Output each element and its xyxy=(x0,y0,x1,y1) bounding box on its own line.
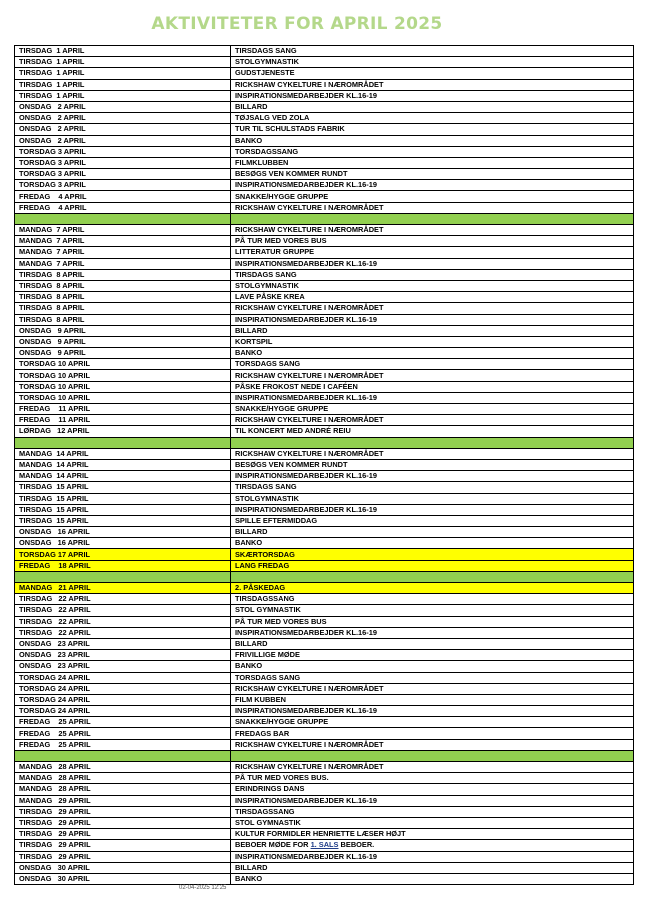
date-cell: MANDAG 7 APRIL xyxy=(15,225,231,236)
date-cell: ONSDAG 2 APRIL xyxy=(15,135,231,146)
date-cell: MANDAG 7 APRIL xyxy=(15,236,231,247)
table-row xyxy=(15,594,634,605)
activity-cell: RICKSHAW CYKELTURE I NÆROMRÅDET xyxy=(231,225,634,236)
table-row xyxy=(15,146,634,157)
activity-cell: STOLGYMNASTIK xyxy=(231,493,634,504)
activity-cell: PÅSKE FROKOST NEDE I CAFÉEN xyxy=(231,381,634,392)
activity-cell: PÅ TUR MED VORES BUS xyxy=(231,616,634,627)
date-cell: FREDAG 11 APRIL xyxy=(15,404,231,415)
activity-cell: TORSDAGS SANG xyxy=(231,359,634,370)
activity-cell: BANKO xyxy=(231,873,634,884)
table-row xyxy=(15,269,634,280)
activity-cell: TIRSDAGS SANG xyxy=(231,46,634,57)
activity-cell: SKÆRTORSDAG xyxy=(231,549,634,560)
date-cell: TIRSDAG 8 APRIL xyxy=(15,314,231,325)
date-cell: ONSDAG 16 APRIL xyxy=(15,527,231,538)
table-row xyxy=(15,583,634,594)
week-separator-row xyxy=(15,437,634,448)
activity-cell: RICKSHAW CYKELTURE I NÆROMRÅDET xyxy=(231,303,634,314)
activity-cell: RICKSHAW CYKELTURE I NÆROMRÅDET xyxy=(231,79,634,90)
date-cell: TIRSDAG 1 APRIL xyxy=(15,79,231,90)
activity-cell: TIL KONCERT MED ANDRÉ REIU xyxy=(231,426,634,437)
table-row xyxy=(15,135,634,146)
activity-cell: GUDSTJENESTE xyxy=(231,68,634,79)
table-row xyxy=(15,370,634,381)
date-cell: TIRSDAG 22 APRIL xyxy=(15,627,231,638)
activity-cell: KORTSPIL xyxy=(231,336,634,347)
activity-cell: INSPIRATIONSMEDARBEJDER KL.16-19 xyxy=(231,706,634,717)
activity-cell xyxy=(231,437,634,448)
activity-cell xyxy=(231,213,634,224)
date-cell: FREDAG 25 APRIL xyxy=(15,717,231,728)
table-row xyxy=(15,459,634,470)
activity-cell: SNAKKE/HYGGE GRUPPE xyxy=(231,717,634,728)
date-cell: FREDAG 18 APRIL xyxy=(15,560,231,571)
date-cell: TIRSDAG 29 APRIL xyxy=(15,829,231,840)
table-row xyxy=(15,638,634,649)
table-row xyxy=(15,314,634,325)
table-row xyxy=(15,348,634,359)
date-cell xyxy=(15,571,231,582)
table-row xyxy=(15,650,634,661)
table-row xyxy=(15,415,634,426)
table-row xyxy=(15,493,634,504)
table-row xyxy=(15,840,634,851)
date-cell: ONSDAG 9 APRIL xyxy=(15,336,231,347)
activity-cell: STOL GYMNASTIK xyxy=(231,605,634,616)
date-cell: FREDAG 25 APRIL xyxy=(15,728,231,739)
activity-table xyxy=(14,45,634,885)
activity-cell: BANKO xyxy=(231,348,634,359)
date-cell: TORSDAG 17 APRIL xyxy=(15,549,231,560)
table-row xyxy=(15,706,634,717)
activity-cell: INSPIRATIONSMEDARBEJDER KL.16-19 xyxy=(231,504,634,515)
activity-cell: INSPIRATIONSMEDARBEJDER KL.16-19 xyxy=(231,392,634,403)
date-cell: ONSDAG 23 APRIL xyxy=(15,650,231,661)
date-cell: MANDAG 21 APRIL xyxy=(15,583,231,594)
activity-cell: LAVE PÅSKE KREA xyxy=(231,292,634,303)
activity-cell: INSPIRATIONSMEDARBEJDER KL.16-19 xyxy=(231,795,634,806)
date-cell: MANDAG 7 APRIL xyxy=(15,247,231,258)
table-row xyxy=(15,538,634,549)
table-row xyxy=(15,851,634,862)
table-row xyxy=(15,627,634,638)
activity-cell: TIRSDAGSSANG xyxy=(231,594,634,605)
table-row xyxy=(15,113,634,124)
date-cell: TORSDAG 10 APRIL xyxy=(15,381,231,392)
activity-cell: SPILLE EFTERMIDDAG xyxy=(231,515,634,526)
date-cell: TIRSDAG 15 APRIL xyxy=(15,515,231,526)
activity-cell: BILLARD xyxy=(231,527,634,538)
table-row xyxy=(15,247,634,258)
date-cell: ONSDAG 16 APRIL xyxy=(15,538,231,549)
table-row xyxy=(15,258,634,269)
activity-cell: RICKSHAW CYKELTURE I NÆROMRÅDET xyxy=(231,683,634,694)
date-cell: TIRSDAG 1 APRIL xyxy=(15,46,231,57)
table-row xyxy=(15,549,634,560)
activity-cell: BANKO xyxy=(231,538,634,549)
table-row xyxy=(15,683,634,694)
table-row xyxy=(15,762,634,773)
date-cell: TORSDAG 24 APRIL xyxy=(15,694,231,705)
date-cell: MANDAG 14 APRIL xyxy=(15,459,231,470)
activity-cell: RICKSHAW CYKELTURE I NÆROMRÅDET xyxy=(231,739,634,750)
date-cell: TORSDAG 3 APRIL xyxy=(15,169,231,180)
table-row xyxy=(15,280,634,291)
table-row xyxy=(15,79,634,90)
table-row xyxy=(15,661,634,672)
date-cell: TIRSDAG 29 APRIL xyxy=(15,851,231,862)
activity-cell: BESØGS VEN KOMMER RUNDT xyxy=(231,169,634,180)
table-row xyxy=(15,359,634,370)
table-row xyxy=(15,773,634,784)
date-cell: FREDAG 25 APRIL xyxy=(15,739,231,750)
activity-cell xyxy=(231,571,634,582)
date-cell: MANDAG 14 APRIL xyxy=(15,471,231,482)
table-row xyxy=(15,482,634,493)
table-row xyxy=(15,180,634,191)
table-row xyxy=(15,336,634,347)
table-row xyxy=(15,515,634,526)
activity-cell: SNAKKE/HYGGE GRUPPE xyxy=(231,404,634,415)
activity-cell: INSPIRATIONSMEDARBEJDER KL.16-19 xyxy=(231,258,634,269)
date-cell: MANDAG 7 APRIL xyxy=(15,258,231,269)
table-row xyxy=(15,292,634,303)
date-cell: ONSDAG 9 APRIL xyxy=(15,325,231,336)
table-row xyxy=(15,57,634,68)
activity-cell: INSPIRATIONSMEDARBEJDER KL.16-19 xyxy=(231,471,634,482)
date-cell: ONSDAG 30 APRIL xyxy=(15,862,231,873)
activity-cell: RICKSHAW CYKELTURE I NÆROMRÅDET xyxy=(231,762,634,773)
date-cell: TIRSDAG 15 APRIL xyxy=(15,493,231,504)
date-cell: LØRDAG 12 APRIL xyxy=(15,426,231,437)
date-cell: ONSDAG 9 APRIL xyxy=(15,348,231,359)
table-row xyxy=(15,225,634,236)
table-row xyxy=(15,605,634,616)
date-cell: MANDAG 14 APRIL xyxy=(15,448,231,459)
date-cell: TIRSDAG 8 APRIL xyxy=(15,280,231,291)
table-row xyxy=(15,448,634,459)
table-row xyxy=(15,191,634,202)
table-row xyxy=(15,392,634,403)
activity-cell: PÅ TUR MED VORES BUS xyxy=(231,236,634,247)
table-row xyxy=(15,784,634,795)
date-cell: FREDAG 11 APRIL xyxy=(15,415,231,426)
week-separator-row xyxy=(15,213,634,224)
activity-cell: TORSDAGSSANG xyxy=(231,146,634,157)
activity-cell: RICKSHAW CYKELTURE I NÆROMRÅDET xyxy=(231,370,634,381)
table-row xyxy=(15,90,634,101)
table-row xyxy=(15,426,634,437)
activity-cell: BILLARD xyxy=(231,325,634,336)
table-row xyxy=(15,739,634,750)
week-separator-row xyxy=(15,571,634,582)
table-row xyxy=(15,325,634,336)
activity-cell: 2. PÅSKEDAG xyxy=(231,583,634,594)
activity-cell: TIRSDAGS SANG xyxy=(231,269,634,280)
print-timestamp: 02-04-2025 12:25 xyxy=(179,885,227,891)
table-row xyxy=(15,817,634,828)
underlined-text: 1. SALS xyxy=(310,840,339,850)
date-cell: TORSDAG 24 APRIL xyxy=(15,683,231,694)
date-cell: ONSDAG 23 APRIL xyxy=(15,661,231,672)
table-row xyxy=(15,404,634,415)
date-cell xyxy=(15,213,231,224)
activity-text: BEBOER MØDE FOR xyxy=(235,840,311,850)
date-cell: TORSDAG 3 APRIL xyxy=(15,157,231,168)
table-row xyxy=(15,728,634,739)
activity-cell: INSPIRATIONSMEDARBEJDER KL.16-19 xyxy=(231,627,634,638)
date-cell: TIRSDAG 8 APRIL xyxy=(15,292,231,303)
activity-cell: FILM KUBBEN xyxy=(231,694,634,705)
date-cell: TIRSDAG 8 APRIL xyxy=(15,303,231,314)
date-cell: FREDAG 4 APRIL xyxy=(15,202,231,213)
date-cell: TORSDAG 3 APRIL xyxy=(15,146,231,157)
activity-cell: STOLGYMNASTIK xyxy=(231,280,634,291)
activity-cell: TØJSALG VED ZOLA xyxy=(231,113,634,124)
date-cell: TIRSDAG 1 APRIL xyxy=(15,90,231,101)
date-cell: MANDAG 28 APRIL xyxy=(15,762,231,773)
date-cell: TIRSDAG 29 APRIL xyxy=(15,806,231,817)
date-cell: TIRSDAG 29 APRIL xyxy=(15,817,231,828)
table-row xyxy=(15,236,634,247)
table-row xyxy=(15,46,634,57)
activity-cell: STOLGYMNASTIK xyxy=(231,57,634,68)
activity-cell: BILLARD xyxy=(231,101,634,112)
date-cell: TIRSDAG 22 APRIL xyxy=(15,594,231,605)
table-row xyxy=(15,527,634,538)
date-cell: TORSDAG 24 APRIL xyxy=(15,672,231,683)
activity-cell xyxy=(231,750,634,761)
activity-cell: KULTUR FORMIDLER HENRIETTE LÆSER HØJT xyxy=(231,829,634,840)
date-cell: ONSDAG 23 APRIL xyxy=(15,638,231,649)
activity-cell: INSPIRATIONSMEDARBEJDER KL.16-19 xyxy=(231,314,634,325)
date-cell: TORSDAG 10 APRIL xyxy=(15,370,231,381)
activity-cell: FRIVILLIGE MØDE xyxy=(231,650,634,661)
activity-table-body xyxy=(15,46,634,885)
table-row xyxy=(15,504,634,515)
date-cell: ONSDAG 2 APRIL xyxy=(15,113,231,124)
date-cell: MANDAG 29 APRIL xyxy=(15,795,231,806)
week-separator-row xyxy=(15,750,634,761)
table-row xyxy=(15,157,634,168)
activity-cell: PÅ TUR MED VORES BUS. xyxy=(231,773,634,784)
activity-cell: STOL GYMNASTIK xyxy=(231,817,634,828)
date-cell: TIRSDAG 15 APRIL xyxy=(15,504,231,515)
table-row xyxy=(15,672,634,683)
date-cell: TIRSDAG 1 APRIL xyxy=(15,57,231,68)
table-row xyxy=(15,873,634,884)
table-row xyxy=(15,169,634,180)
activity-cell: RICKSHAW CYKELTURE I NÆROMRÅDET xyxy=(231,448,634,459)
activity-cell: TIRSDAGSSANG xyxy=(231,806,634,817)
date-cell: TIRSDAG 8 APRIL xyxy=(15,269,231,280)
table-row xyxy=(15,560,634,571)
activity-cell: RICKSHAW CYKELTURE I NÆROMRÅDET xyxy=(231,202,634,213)
activity-cell: INSPIRATIONSMEDARBEJDER KL.16-19 xyxy=(231,180,634,191)
date-cell: ONSDAG 2 APRIL xyxy=(15,101,231,112)
table-row xyxy=(15,381,634,392)
activity-cell xyxy=(231,840,634,851)
table-row xyxy=(15,471,634,482)
page-title: AKTIVITETER FOR APRIL 2025 xyxy=(151,14,443,34)
activity-cell: BANKO xyxy=(231,135,634,146)
date-cell: TIRSDAG 22 APRIL xyxy=(15,605,231,616)
activity-cell: BESØGS VEN KOMMER RUNDT xyxy=(231,459,634,470)
activity-cell: LITTERATUR GRUPPE xyxy=(231,247,634,258)
activity-cell: LANG FREDAG xyxy=(231,560,634,571)
activity-cell: TIRSDAGS SANG xyxy=(231,482,634,493)
activity-cell: BILLARD xyxy=(231,638,634,649)
table-row xyxy=(15,68,634,79)
date-cell xyxy=(15,750,231,761)
date-cell xyxy=(15,437,231,448)
date-cell: TORSDAG 10 APRIL xyxy=(15,359,231,370)
date-cell: MANDAG 28 APRIL xyxy=(15,784,231,795)
activity-text-after: BEBOER. xyxy=(338,840,375,850)
date-cell: TORSDAG 3 APRIL xyxy=(15,180,231,191)
activity-cell: INSPIRATIONSMEDARBEJDER KL.16-19 xyxy=(231,90,634,101)
table-row xyxy=(15,101,634,112)
table-row xyxy=(15,806,634,817)
activity-cell: ERINDRINGS DANS xyxy=(231,784,634,795)
activity-cell: INSPIRATIONSMEDARBEJDER KL.16-19 xyxy=(231,851,634,862)
date-cell: MANDAG 28 APRIL xyxy=(15,773,231,784)
date-cell: TIRSDAG 1 APRIL xyxy=(15,68,231,79)
table-row xyxy=(15,124,634,135)
table-row xyxy=(15,862,634,873)
activity-cell: RICKSHAW CYKELTURE I NÆROMRÅDET xyxy=(231,415,634,426)
date-cell: ONSDAG 30 APRIL xyxy=(15,873,231,884)
table-row xyxy=(15,717,634,728)
activity-cell: FILMKLUBBEN xyxy=(231,157,634,168)
date-cell: TORSDAG 10 APRIL xyxy=(15,392,231,403)
table-row xyxy=(15,829,634,840)
date-cell: TIRSDAG 15 APRIL xyxy=(15,482,231,493)
activity-cell: BANKO xyxy=(231,661,634,672)
table-row xyxy=(15,616,634,627)
date-cell: TIRSDAG 29 APRIL xyxy=(15,840,231,851)
table-row xyxy=(15,202,634,213)
activity-cell: FREDAGS BAR xyxy=(231,728,634,739)
date-cell: TIRSDAG 22 APRIL xyxy=(15,616,231,627)
date-cell: ONSDAG 2 APRIL xyxy=(15,124,231,135)
activity-cell: TORSDAGS SANG xyxy=(231,672,634,683)
table-row xyxy=(15,303,634,314)
activity-cell: TUR TIL SCHULSTADS FABRIK xyxy=(231,124,634,135)
date-cell: FREDAG 4 APRIL xyxy=(15,191,231,202)
table-row xyxy=(15,694,634,705)
table-row xyxy=(15,795,634,806)
activity-cell: SNAKKE/HYGGE GRUPPE xyxy=(231,191,634,202)
activity-cell: BILLARD xyxy=(231,862,634,873)
date-cell: TORSDAG 24 APRIL xyxy=(15,706,231,717)
